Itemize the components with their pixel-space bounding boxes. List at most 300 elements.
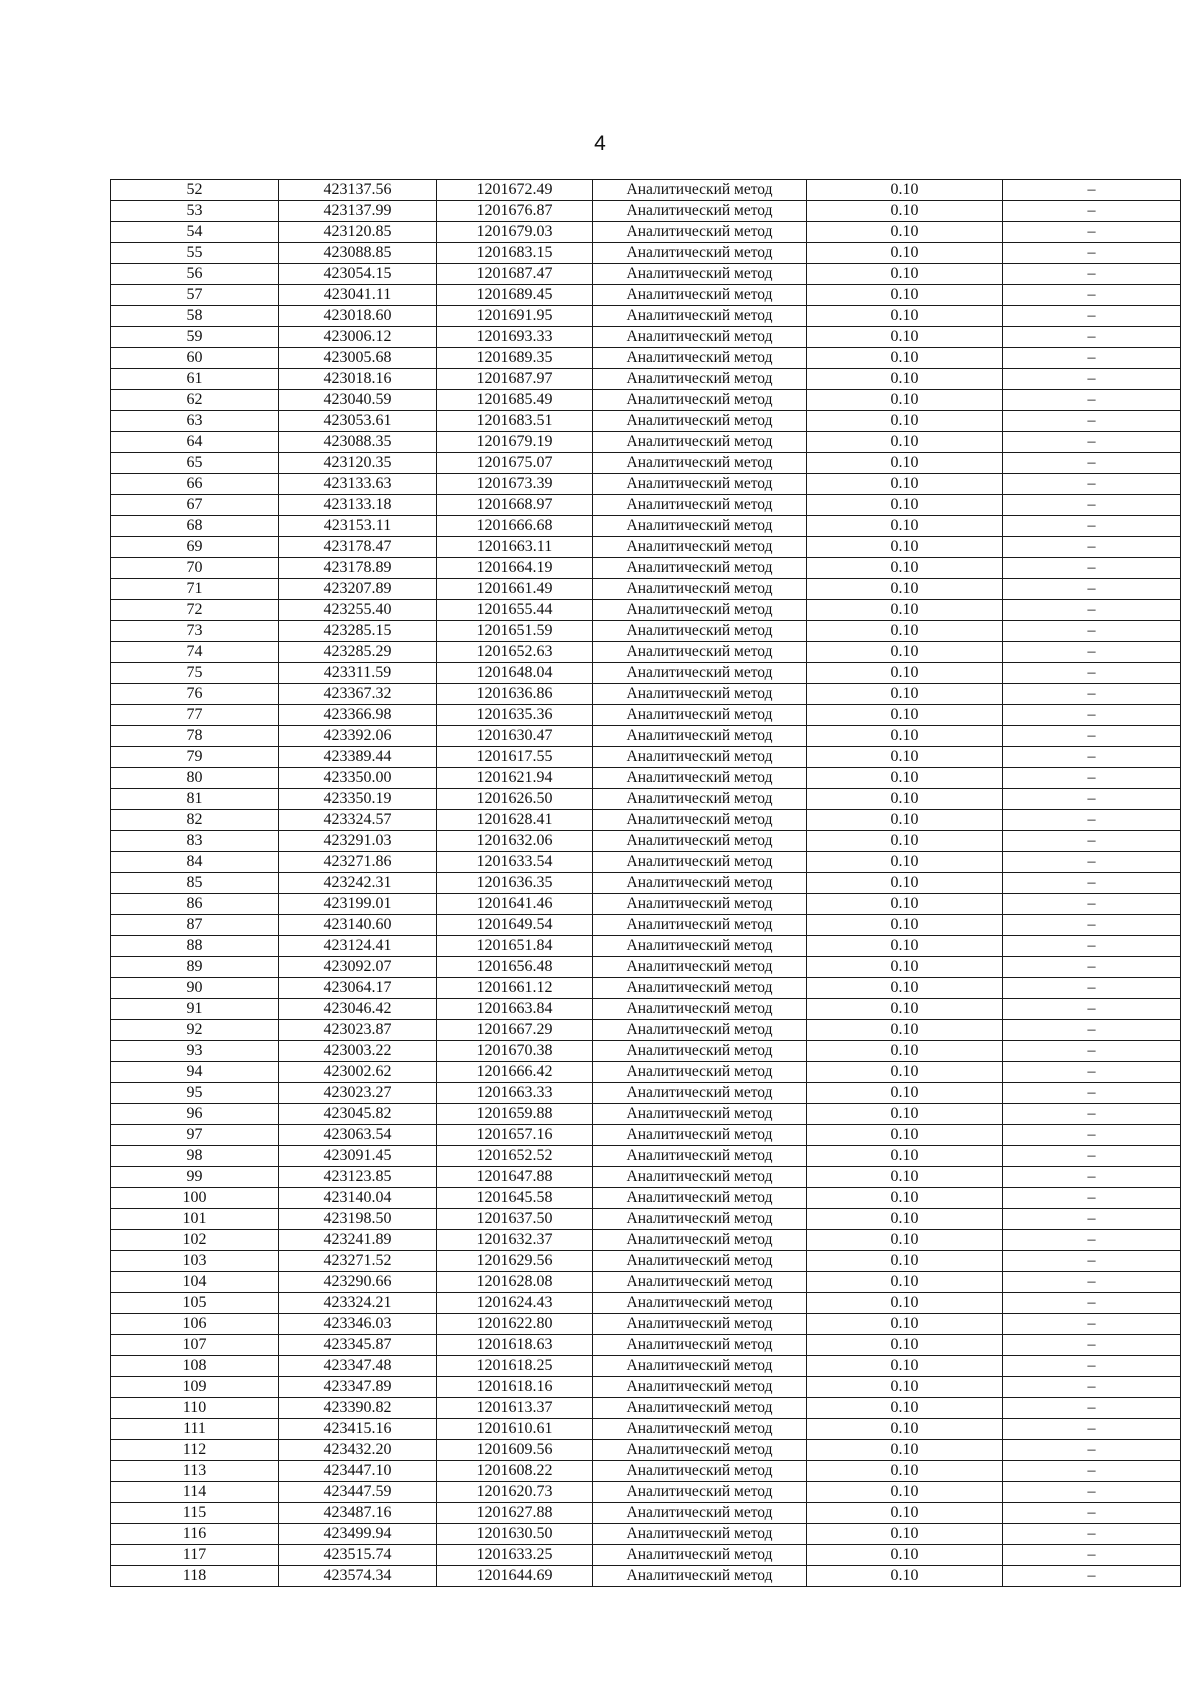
accuracy-cell: 0.10 [807, 789, 1003, 810]
y-coordinate-cell: 1201659.88 [437, 1104, 593, 1125]
note-cell: – [1003, 1125, 1181, 1146]
accuracy-cell: 0.10 [807, 474, 1003, 495]
x-coordinate-cell: 423285.29 [279, 642, 437, 663]
accuracy-cell: 0.10 [807, 243, 1003, 264]
table-row [111, 663, 1181, 684]
x-coordinate-cell: 423367.32 [279, 684, 437, 705]
method-cell: Аналитический метод [593, 495, 807, 516]
table-row [111, 978, 1181, 999]
point-number-cell: 116 [111, 1524, 279, 1545]
x-coordinate-cell: 423389.44 [279, 747, 437, 768]
x-coordinate-cell: 423137.56 [279, 180, 437, 201]
method-cell: Аналитический метод [593, 201, 807, 222]
y-coordinate-cell: 1201630.50 [437, 1524, 593, 1545]
method-cell: Аналитический метод [593, 978, 807, 999]
x-coordinate-cell: 423447.59 [279, 1482, 437, 1503]
point-number-cell: 102 [111, 1230, 279, 1251]
accuracy-cell: 0.10 [807, 1062, 1003, 1083]
method-cell: Аналитический метод [593, 243, 807, 264]
x-coordinate-cell: 423366.98 [279, 705, 437, 726]
note-cell: – [1003, 474, 1181, 495]
y-coordinate-cell: 1201627.88 [437, 1503, 593, 1524]
accuracy-cell: 0.10 [807, 831, 1003, 852]
point-number-cell: 79 [111, 747, 279, 768]
table-row [111, 243, 1181, 264]
accuracy-cell: 0.10 [807, 516, 1003, 537]
table-row [111, 1041, 1181, 1062]
method-cell: Аналитический метод [593, 1020, 807, 1041]
accuracy-cell: 0.10 [807, 348, 1003, 369]
accuracy-cell: 0.10 [807, 1272, 1003, 1293]
note-cell: – [1003, 915, 1181, 936]
accuracy-cell: 0.10 [807, 852, 1003, 873]
method-cell: Аналитический метод [593, 222, 807, 243]
method-cell: Аналитический метод [593, 516, 807, 537]
method-cell: Аналитический метод [593, 1377, 807, 1398]
method-cell: Аналитический метод [593, 810, 807, 831]
note-cell: – [1003, 852, 1181, 873]
note-cell: – [1003, 789, 1181, 810]
table-row [111, 369, 1181, 390]
accuracy-cell: 0.10 [807, 579, 1003, 600]
y-coordinate-cell: 1201683.51 [437, 411, 593, 432]
note-cell: – [1003, 894, 1181, 915]
accuracy-cell: 0.10 [807, 411, 1003, 432]
point-number-cell: 80 [111, 768, 279, 789]
point-number-cell: 54 [111, 222, 279, 243]
y-coordinate-cell: 1201618.16 [437, 1377, 593, 1398]
accuracy-cell: 0.10 [807, 306, 1003, 327]
table-row [111, 936, 1181, 957]
accuracy-cell: 0.10 [807, 894, 1003, 915]
accuracy-cell: 0.10 [807, 1188, 1003, 1209]
point-number-cell: 94 [111, 1062, 279, 1083]
method-cell: Аналитический метод [593, 327, 807, 348]
method-cell: Аналитический метод [593, 285, 807, 306]
table-row [111, 747, 1181, 768]
x-coordinate-cell: 423018.60 [279, 306, 437, 327]
y-coordinate-cell: 1201628.41 [437, 810, 593, 831]
y-coordinate-cell: 1201652.63 [437, 642, 593, 663]
method-cell: Аналитический метод [593, 369, 807, 390]
x-coordinate-cell: 423291.03 [279, 831, 437, 852]
x-coordinate-cell: 423271.52 [279, 1251, 437, 1272]
method-cell: Аналитический метод [593, 642, 807, 663]
method-cell: Аналитический метод [593, 1251, 807, 1272]
table-row [111, 516, 1181, 537]
y-coordinate-cell: 1201691.95 [437, 306, 593, 327]
point-number-cell: 77 [111, 705, 279, 726]
point-number-cell: 109 [111, 1377, 279, 1398]
point-number-cell: 91 [111, 999, 279, 1020]
table-row [111, 1293, 1181, 1314]
accuracy-cell: 0.10 [807, 558, 1003, 579]
note-cell: – [1003, 747, 1181, 768]
x-coordinate-cell: 423415.16 [279, 1419, 437, 1440]
accuracy-cell: 0.10 [807, 264, 1003, 285]
y-coordinate-cell: 1201663.11 [437, 537, 593, 558]
point-number-cell: 87 [111, 915, 279, 936]
accuracy-cell: 0.10 [807, 600, 1003, 621]
point-number-cell: 108 [111, 1356, 279, 1377]
table-row [111, 327, 1181, 348]
point-number-cell: 74 [111, 642, 279, 663]
method-cell: Аналитический метод [593, 621, 807, 642]
table-row [111, 1188, 1181, 1209]
method-cell: Аналитический метод [593, 1482, 807, 1503]
point-number-cell: 58 [111, 306, 279, 327]
method-cell: Аналитический метод [593, 411, 807, 432]
x-coordinate-cell: 423137.99 [279, 201, 437, 222]
point-number-cell: 66 [111, 474, 279, 495]
accuracy-cell: 0.10 [807, 705, 1003, 726]
y-coordinate-cell: 1201687.97 [437, 369, 593, 390]
y-coordinate-cell: 1201641.46 [437, 894, 593, 915]
x-coordinate-cell: 423006.12 [279, 327, 437, 348]
point-number-cell: 114 [111, 1482, 279, 1503]
point-number-cell: 99 [111, 1167, 279, 1188]
point-number-cell: 83 [111, 831, 279, 852]
table-row [111, 1419, 1181, 1440]
accuracy-cell: 0.10 [807, 1083, 1003, 1104]
point-number-cell: 107 [111, 1335, 279, 1356]
table-row [111, 1125, 1181, 1146]
accuracy-cell: 0.10 [807, 642, 1003, 663]
method-cell: Аналитический метод [593, 1335, 807, 1356]
point-number-cell: 115 [111, 1503, 279, 1524]
note-cell: – [1003, 1335, 1181, 1356]
point-number-cell: 55 [111, 243, 279, 264]
method-cell: Аналитический метод [593, 852, 807, 873]
x-coordinate-cell: 423153.11 [279, 516, 437, 537]
table-row [111, 1545, 1181, 1566]
accuracy-cell: 0.10 [807, 663, 1003, 684]
note-cell: – [1003, 432, 1181, 453]
x-coordinate-cell: 423432.20 [279, 1440, 437, 1461]
y-coordinate-cell: 1201635.36 [437, 705, 593, 726]
y-coordinate-cell: 1201685.49 [437, 390, 593, 411]
table-row [111, 1524, 1181, 1545]
x-coordinate-cell: 423241.89 [279, 1230, 437, 1251]
x-coordinate-cell: 423054.15 [279, 264, 437, 285]
note-cell: – [1003, 537, 1181, 558]
note-cell: – [1003, 180, 1181, 201]
note-cell: – [1003, 579, 1181, 600]
table-row [111, 1461, 1181, 1482]
y-coordinate-cell: 1201668.97 [437, 495, 593, 516]
x-coordinate-cell: 423271.86 [279, 852, 437, 873]
note-cell: – [1003, 201, 1181, 222]
point-number-cell: 64 [111, 432, 279, 453]
point-number-cell: 103 [111, 1251, 279, 1272]
y-coordinate-cell: 1201679.03 [437, 222, 593, 243]
note-cell: – [1003, 936, 1181, 957]
note-cell: – [1003, 768, 1181, 789]
x-coordinate-cell: 423290.66 [279, 1272, 437, 1293]
accuracy-cell: 0.10 [807, 1125, 1003, 1146]
point-number-cell: 101 [111, 1209, 279, 1230]
x-coordinate-cell: 423005.68 [279, 348, 437, 369]
y-coordinate-cell: 1201661.49 [437, 579, 593, 600]
accuracy-cell: 0.10 [807, 936, 1003, 957]
y-coordinate-cell: 1201609.56 [437, 1440, 593, 1461]
y-coordinate-cell: 1201687.47 [437, 264, 593, 285]
y-coordinate-cell: 1201676.87 [437, 201, 593, 222]
y-coordinate-cell: 1201622.80 [437, 1314, 593, 1335]
method-cell: Аналитический метод [593, 915, 807, 936]
x-coordinate-cell: 423123.85 [279, 1167, 437, 1188]
method-cell: Аналитический метод [593, 264, 807, 285]
accuracy-cell: 0.10 [807, 1251, 1003, 1272]
table-row [111, 684, 1181, 705]
point-number-cell: 63 [111, 411, 279, 432]
note-cell: – [1003, 1503, 1181, 1524]
x-coordinate-cell: 423574.34 [279, 1566, 437, 1587]
method-cell: Аналитический метод [593, 747, 807, 768]
accuracy-cell: 0.10 [807, 621, 1003, 642]
y-coordinate-cell: 1201683.15 [437, 243, 593, 264]
accuracy-cell: 0.10 [807, 495, 1003, 516]
method-cell: Аналитический метод [593, 957, 807, 978]
table-row [111, 1566, 1181, 1587]
point-number-cell: 105 [111, 1293, 279, 1314]
accuracy-cell: 0.10 [807, 726, 1003, 747]
x-coordinate-cell: 423350.19 [279, 789, 437, 810]
table-row [111, 1503, 1181, 1524]
y-coordinate-cell: 1201672.49 [437, 180, 593, 201]
y-coordinate-cell: 1201675.07 [437, 453, 593, 474]
y-coordinate-cell: 1201636.35 [437, 873, 593, 894]
note-cell: – [1003, 726, 1181, 747]
point-number-cell: 89 [111, 957, 279, 978]
method-cell: Аналитический метод [593, 1125, 807, 1146]
x-coordinate-cell: 423198.50 [279, 1209, 437, 1230]
accuracy-cell: 0.10 [807, 978, 1003, 999]
method-cell: Аналитический метод [593, 1419, 807, 1440]
note-cell: – [1003, 1461, 1181, 1482]
accuracy-cell: 0.10 [807, 1335, 1003, 1356]
method-cell: Аналитический метод [593, 663, 807, 684]
accuracy-cell: 0.10 [807, 327, 1003, 348]
method-cell: Аналитический метод [593, 453, 807, 474]
note-cell: – [1003, 873, 1181, 894]
method-cell: Аналитический метод [593, 348, 807, 369]
accuracy-cell: 0.10 [807, 222, 1003, 243]
note-cell: – [1003, 957, 1181, 978]
method-cell: Аналитический метод [593, 1062, 807, 1083]
point-number-cell: 70 [111, 558, 279, 579]
y-coordinate-cell: 1201651.59 [437, 621, 593, 642]
y-coordinate-cell: 1201649.54 [437, 915, 593, 936]
table-row [111, 810, 1181, 831]
table-row [111, 1167, 1181, 1188]
y-coordinate-cell: 1201632.37 [437, 1230, 593, 1251]
table-row [111, 768, 1181, 789]
accuracy-cell: 0.10 [807, 1503, 1003, 1524]
y-coordinate-cell: 1201617.55 [437, 747, 593, 768]
point-number-cell: 106 [111, 1314, 279, 1335]
accuracy-cell: 0.10 [807, 201, 1003, 222]
y-coordinate-cell: 1201663.84 [437, 999, 593, 1020]
x-coordinate-cell: 423255.40 [279, 600, 437, 621]
note-cell: – [1003, 831, 1181, 852]
table-row [111, 789, 1181, 810]
y-coordinate-cell: 1201651.84 [437, 936, 593, 957]
table-row [111, 1440, 1181, 1461]
method-cell: Аналитический метод [593, 390, 807, 411]
x-coordinate-cell: 423063.54 [279, 1125, 437, 1146]
method-cell: Аналитический метод [593, 1293, 807, 1314]
accuracy-cell: 0.10 [807, 1167, 1003, 1188]
method-cell: Аналитический метод [593, 1314, 807, 1335]
point-number-cell: 73 [111, 621, 279, 642]
note-cell: – [1003, 1167, 1181, 1188]
method-cell: Аналитический метод [593, 894, 807, 915]
point-number-cell: 67 [111, 495, 279, 516]
y-coordinate-cell: 1201618.63 [437, 1335, 593, 1356]
y-coordinate-cell: 1201648.04 [437, 663, 593, 684]
note-cell: – [1003, 495, 1181, 516]
table-row [111, 873, 1181, 894]
x-coordinate-cell: 423064.17 [279, 978, 437, 999]
x-coordinate-cell: 423053.61 [279, 411, 437, 432]
table-row [111, 432, 1181, 453]
accuracy-cell: 0.10 [807, 180, 1003, 201]
note-cell: – [1003, 516, 1181, 537]
table-row [111, 852, 1181, 873]
table-row [111, 1083, 1181, 1104]
accuracy-cell: 0.10 [807, 1356, 1003, 1377]
x-coordinate-cell: 423023.27 [279, 1083, 437, 1104]
x-coordinate-cell: 423178.89 [279, 558, 437, 579]
point-number-cell: 65 [111, 453, 279, 474]
x-coordinate-cell: 423120.35 [279, 453, 437, 474]
note-cell: – [1003, 1482, 1181, 1503]
accuracy-cell: 0.10 [807, 1377, 1003, 1398]
y-coordinate-cell: 1201637.50 [437, 1209, 593, 1230]
note-cell: – [1003, 1188, 1181, 1209]
method-cell: Аналитический метод [593, 999, 807, 1020]
x-coordinate-cell: 423046.42 [279, 999, 437, 1020]
point-number-cell: 118 [111, 1566, 279, 1587]
table-row [111, 1377, 1181, 1398]
note-cell: – [1003, 1146, 1181, 1167]
note-cell: – [1003, 1419, 1181, 1440]
y-coordinate-cell: 1201632.06 [437, 831, 593, 852]
method-cell: Аналитический метод [593, 1083, 807, 1104]
x-coordinate-cell: 423324.57 [279, 810, 437, 831]
x-coordinate-cell: 423285.15 [279, 621, 437, 642]
accuracy-cell: 0.10 [807, 810, 1003, 831]
y-coordinate-cell: 1201666.68 [437, 516, 593, 537]
accuracy-cell: 0.10 [807, 873, 1003, 894]
point-number-cell: 69 [111, 537, 279, 558]
y-coordinate-cell: 1201618.25 [437, 1356, 593, 1377]
x-coordinate-cell: 423207.89 [279, 579, 437, 600]
y-coordinate-cell: 1201610.61 [437, 1419, 593, 1440]
point-number-cell: 88 [111, 936, 279, 957]
table-row [111, 1482, 1181, 1503]
y-coordinate-cell: 1201679.19 [437, 432, 593, 453]
method-cell: Аналитический метод [593, 1398, 807, 1419]
y-coordinate-cell: 1201633.25 [437, 1545, 593, 1566]
table-row [111, 894, 1181, 915]
note-cell: – [1003, 222, 1181, 243]
table-row [111, 390, 1181, 411]
table-row [111, 831, 1181, 852]
y-coordinate-cell: 1201613.37 [437, 1398, 593, 1419]
note-cell: – [1003, 1524, 1181, 1545]
x-coordinate-cell: 423242.31 [279, 873, 437, 894]
point-number-cell: 53 [111, 201, 279, 222]
table-row [111, 453, 1181, 474]
y-coordinate-cell: 1201667.29 [437, 1020, 593, 1041]
accuracy-cell: 0.10 [807, 1020, 1003, 1041]
accuracy-cell: 0.10 [807, 432, 1003, 453]
table-row [111, 642, 1181, 663]
y-coordinate-cell: 1201626.50 [437, 789, 593, 810]
table-row [111, 1335, 1181, 1356]
table-row [111, 726, 1181, 747]
table-row [111, 285, 1181, 306]
accuracy-cell: 0.10 [807, 999, 1003, 1020]
note-cell: – [1003, 1083, 1181, 1104]
y-coordinate-cell: 1201636.86 [437, 684, 593, 705]
point-number-cell: 95 [111, 1083, 279, 1104]
y-coordinate-cell: 1201633.54 [437, 852, 593, 873]
x-coordinate-cell: 423003.22 [279, 1041, 437, 1062]
method-cell: Аналитический метод [593, 579, 807, 600]
method-cell: Аналитический метод [593, 1146, 807, 1167]
point-number-cell: 104 [111, 1272, 279, 1293]
table-row [111, 264, 1181, 285]
accuracy-cell: 0.10 [807, 1398, 1003, 1419]
point-number-cell: 57 [111, 285, 279, 306]
table-row [111, 1314, 1181, 1335]
x-coordinate-cell: 423345.87 [279, 1335, 437, 1356]
table-row [111, 1230, 1181, 1251]
x-coordinate-cell: 423178.47 [279, 537, 437, 558]
method-cell: Аналитический метод [593, 180, 807, 201]
method-cell: Аналитический метод [593, 1440, 807, 1461]
method-cell: Аналитический метод [593, 306, 807, 327]
note-cell: – [1003, 453, 1181, 474]
point-number-cell: 82 [111, 810, 279, 831]
method-cell: Аналитический метод [593, 789, 807, 810]
accuracy-cell: 0.10 [807, 915, 1003, 936]
method-cell: Аналитический метод [593, 1503, 807, 1524]
accuracy-cell: 0.10 [807, 957, 1003, 978]
x-coordinate-cell: 423390.82 [279, 1398, 437, 1419]
method-cell: Аналитический метод [593, 600, 807, 621]
table-row [111, 411, 1181, 432]
method-cell: Аналитический метод [593, 684, 807, 705]
note-cell: – [1003, 1041, 1181, 1062]
y-coordinate-cell: 1201644.69 [437, 1566, 593, 1587]
y-coordinate-cell: 1201647.88 [437, 1167, 593, 1188]
point-number-cell: 62 [111, 390, 279, 411]
accuracy-cell: 0.10 [807, 285, 1003, 306]
point-number-cell: 90 [111, 978, 279, 999]
x-coordinate-cell: 423091.45 [279, 1146, 437, 1167]
point-number-cell: 76 [111, 684, 279, 705]
method-cell: Аналитический метод [593, 474, 807, 495]
y-coordinate-cell: 1201693.33 [437, 327, 593, 348]
method-cell: Аналитический метод [593, 873, 807, 894]
note-cell: – [1003, 684, 1181, 705]
note-cell: – [1003, 705, 1181, 726]
accuracy-cell: 0.10 [807, 1566, 1003, 1587]
